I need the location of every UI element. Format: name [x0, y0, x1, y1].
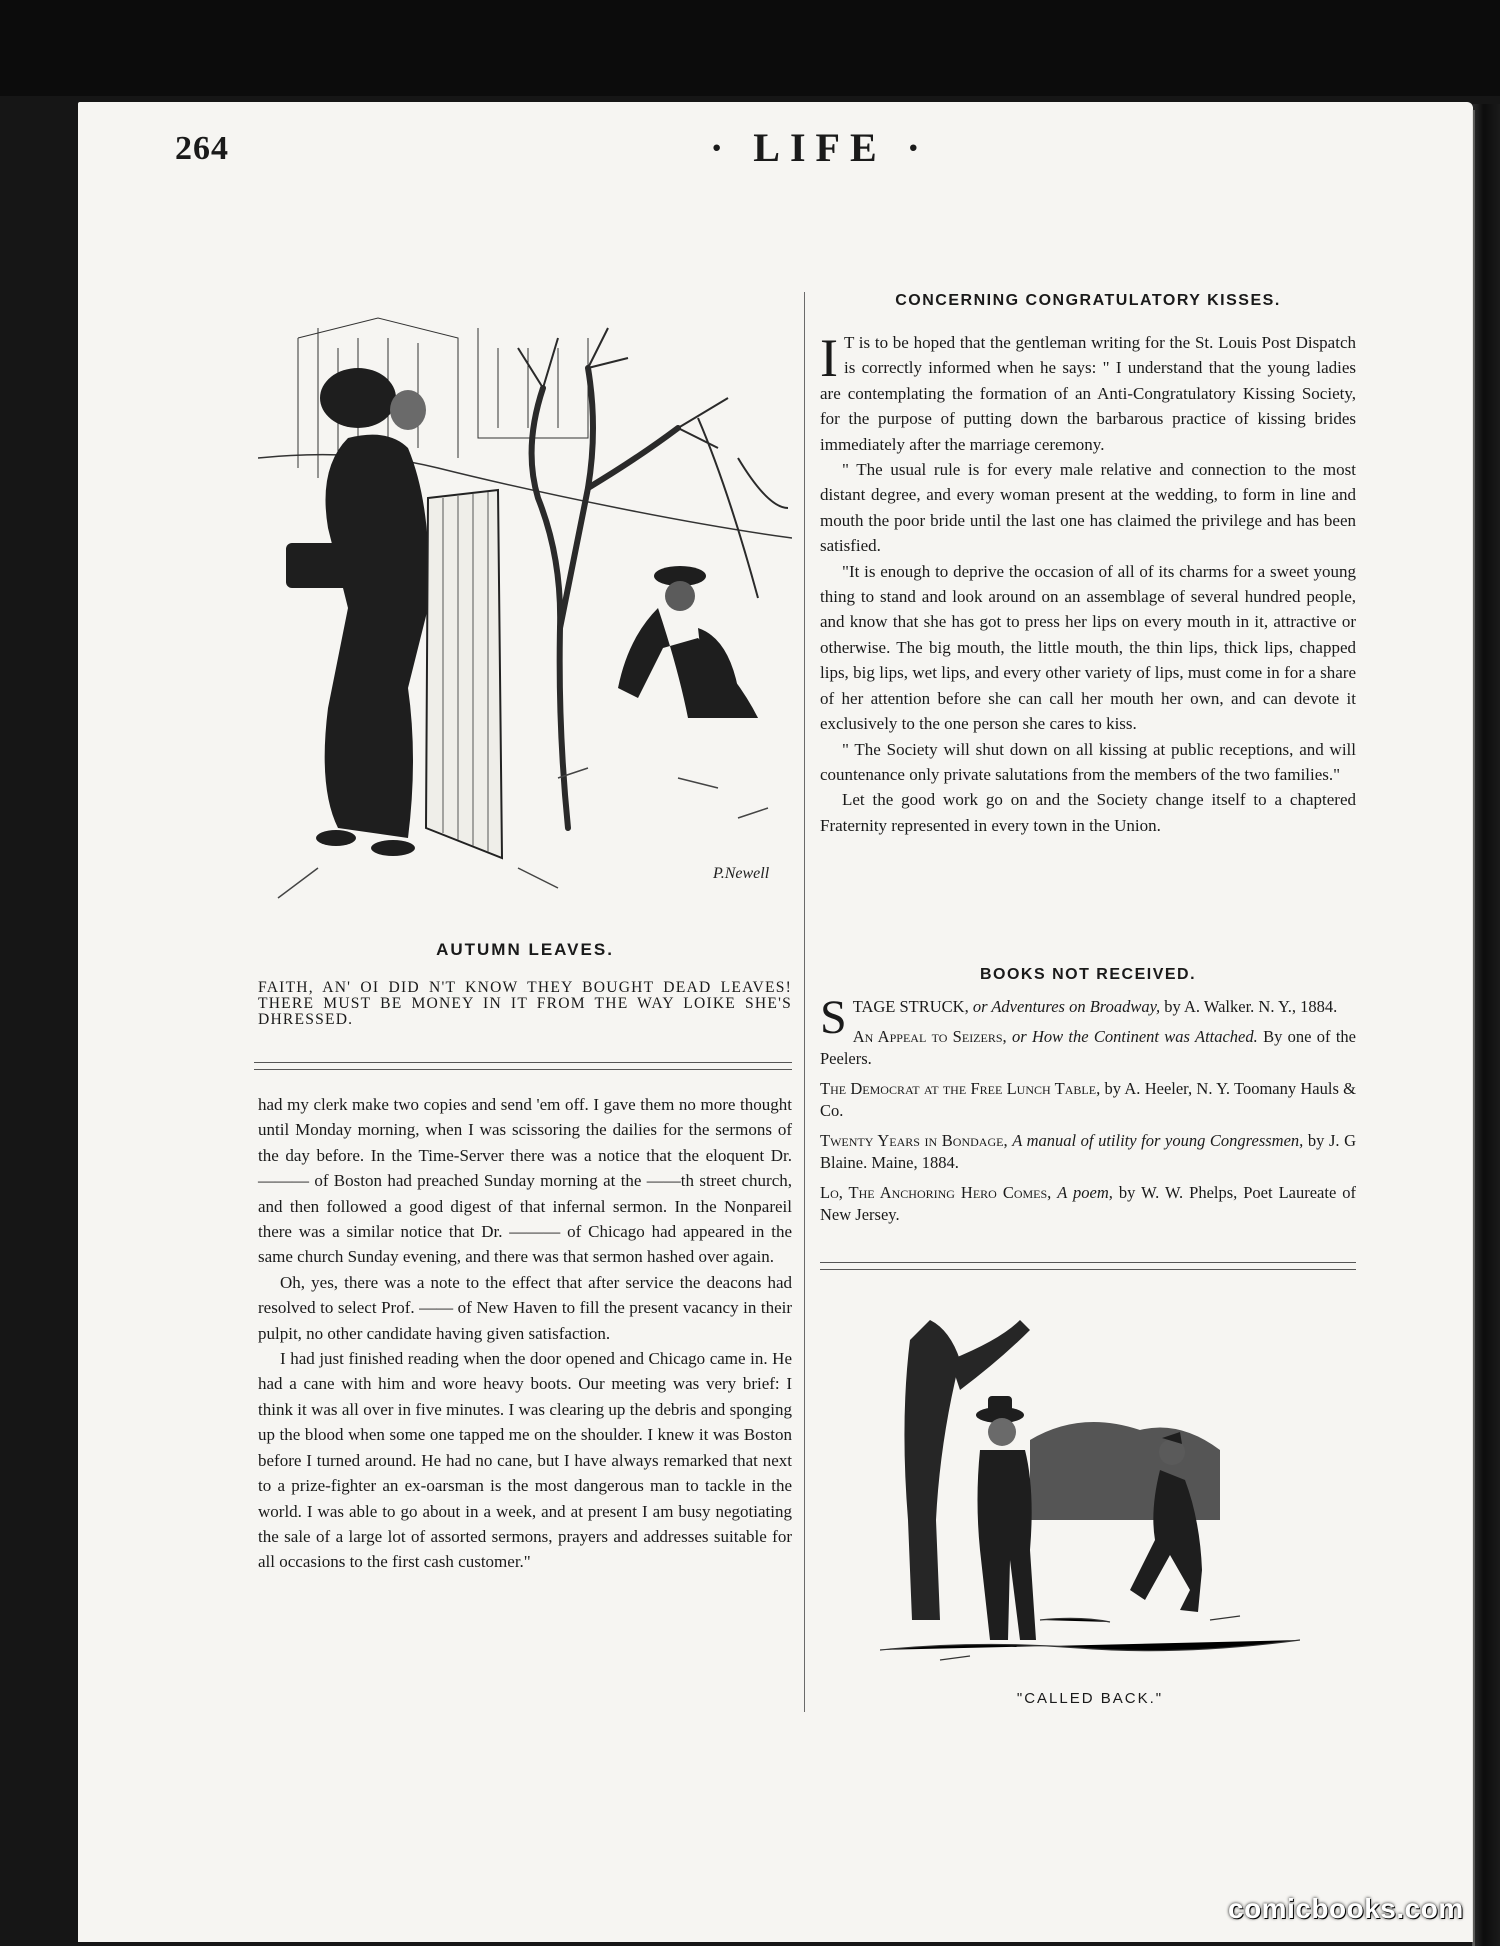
book-entry: The Democrat at the Free Lunch Table, by A. Heeler, N. Y. Toomany Hauls & Co. [820, 1079, 1357, 1120]
drop-cap: I [820, 328, 838, 388]
book-entry: An Appeal to Seizers, or How the Continent was Attached. By one of the Peelers. [820, 1027, 1356, 1068]
scan-top-band [0, 0, 1500, 96]
section-divider-left [254, 1062, 792, 1070]
autumn-leaves-caption: FAITH, AN' OI DID N'T KNOW THEY BOUGHT DEAD LEAVES! THERE MUST BE MONEY IN IT FROM THE WAY LOIKE SHE'S DHRESSED. [258, 979, 792, 1028]
left-paragraph-3: I had just finished reading when the door opened and Chicago came in. He had a cane with him and wore heavy boots. Our meeting was very brief: I think it was all over in five minutes. I was clearing up the debris and sponging up the blood when some one tapped me on the shoulder. I knew it was Boston before I turned around. He had no cane, but I have always remarked that next to a prize-fighter an ex-oarsman is the most dangerous man to tackle in the world. I was able to go about in a week, and at present I am busy negotiating the sale of a large lot of assorted sermons, prayers and addresses suitable for all occasions to the first cash customer." [258, 1349, 792, 1572]
signature: P.Newell [713, 865, 770, 882]
watermark: comicbooks.com [1228, 1893, 1464, 1924]
left-paragraph-1: had my clerk make two copies and send 'em off. I gave them no more thought until Monday morning, when I was scissoring the dailies for the sermons of the day before. In the Time-Server there was a notice that the eloquent Dr. ——— of Boston had preached Sunday morning at the ——th street church, and then followed a good digest of that infernal sermon. In the Nonpareil there was a similar notice that Dr. ——— of Chicago had appeared in the same church Sunday evening, and there was that sermon hashed over again. [258, 1095, 792, 1267]
kisses-paragraph-2: " The usual rule is for every male relative and connection to the most distant degree, and every woman present at the wedding, to form in line and mouth the poor bride until the last one has claimed the privilege and has been satisfied. [820, 460, 1356, 556]
page-number: 264 [175, 130, 229, 167]
kisses-paragraph-1-text: T is to be hoped that the gentleman writing for the St. Louis Post Dispatch is correctly informed when he says: " I understand that the young ladies are contemplating the formation of an Anti-Congratulatory Kissing Society, for the purpose of putting down the barbarous practice of kissing brides immediately after the marriage ceremony. [820, 333, 1356, 454]
kisses-paragraph-3: "It is enough to deprive the occasion of all of its charms for a sweet young thing to stand and look around on an assemblage of several hundred people, and know that she has got to press her lips on every mouth in it, attractive or otherwise. The big mouth, the little mouth, the thin lips, thick lips, chapped lips, big lips, wet lips, and every other variety of lips, must come in for a share of her attention before she can call her mouth her own, and can devote it exclusively to the one person she cares to kiss. [820, 561, 1356, 734]
scan-right-edge [1473, 104, 1500, 1946]
kisses-title: CONCERNING CONGRATULATORY KISSES. [895, 292, 1281, 309]
masthead: · LIFE · [709, 125, 931, 170]
kisses-article [820, 330, 1356, 838]
books-list [820, 991, 1357, 1234]
kisses-paragraph-4: " The Society will shut down on all kissing at public receptions, and will countenance only private salutations from the members of the two families." [820, 739, 1356, 784]
autumn-leaves-illustration [258, 308, 792, 908]
column-divider [804, 292, 805, 1712]
autumn-leaves-drawing [258, 308, 792, 908]
called-back-drawing [880, 1320, 1300, 1680]
called-back-illustration [880, 1320, 1300, 1680]
autumn-leaves-title: AUTUMN LEAVES. [436, 940, 614, 959]
section-divider-right [820, 1262, 1356, 1270]
called-back-caption: "CALLED BACK." [1016, 1690, 1164, 1707]
kisses-paragraph-1 [820, 330, 1356, 457]
books-title: BOOKS NOT RECEIVED. [979, 966, 1197, 983]
book-entry: STAGE STRUCK, or Adventures on Broadway, by A. Walker. N. Y., 1884. [820, 991, 1338, 1044]
kisses-paragraph-5: Let the good work go on and the Society change itself to a chaptered Fraternity represented in every town in the Union. [820, 790, 1356, 835]
left-paragraph-2: Oh, yes, there was a note to the effect that after service the deacons had resolved to select Prof. —— of New Haven to fill the present vacancy in their pulpit, no other candidate having given satisfaction. [258, 1272, 792, 1343]
book-entry: Twenty Years in Bondage, A manual of utility for young Congressmen, by J. G Blaine. Maine, 1884. [820, 1131, 1357, 1172]
books-drop-cap: S [820, 991, 847, 1044]
book-entry: Lo, The Anchoring Hero Comes, A poem, by W. W. Phelps, Poet Laureate of New Jersey. [820, 1183, 1357, 1224]
next-page-edge [1472, 110, 1475, 1946]
left-column-text [258, 1092, 792, 1575]
